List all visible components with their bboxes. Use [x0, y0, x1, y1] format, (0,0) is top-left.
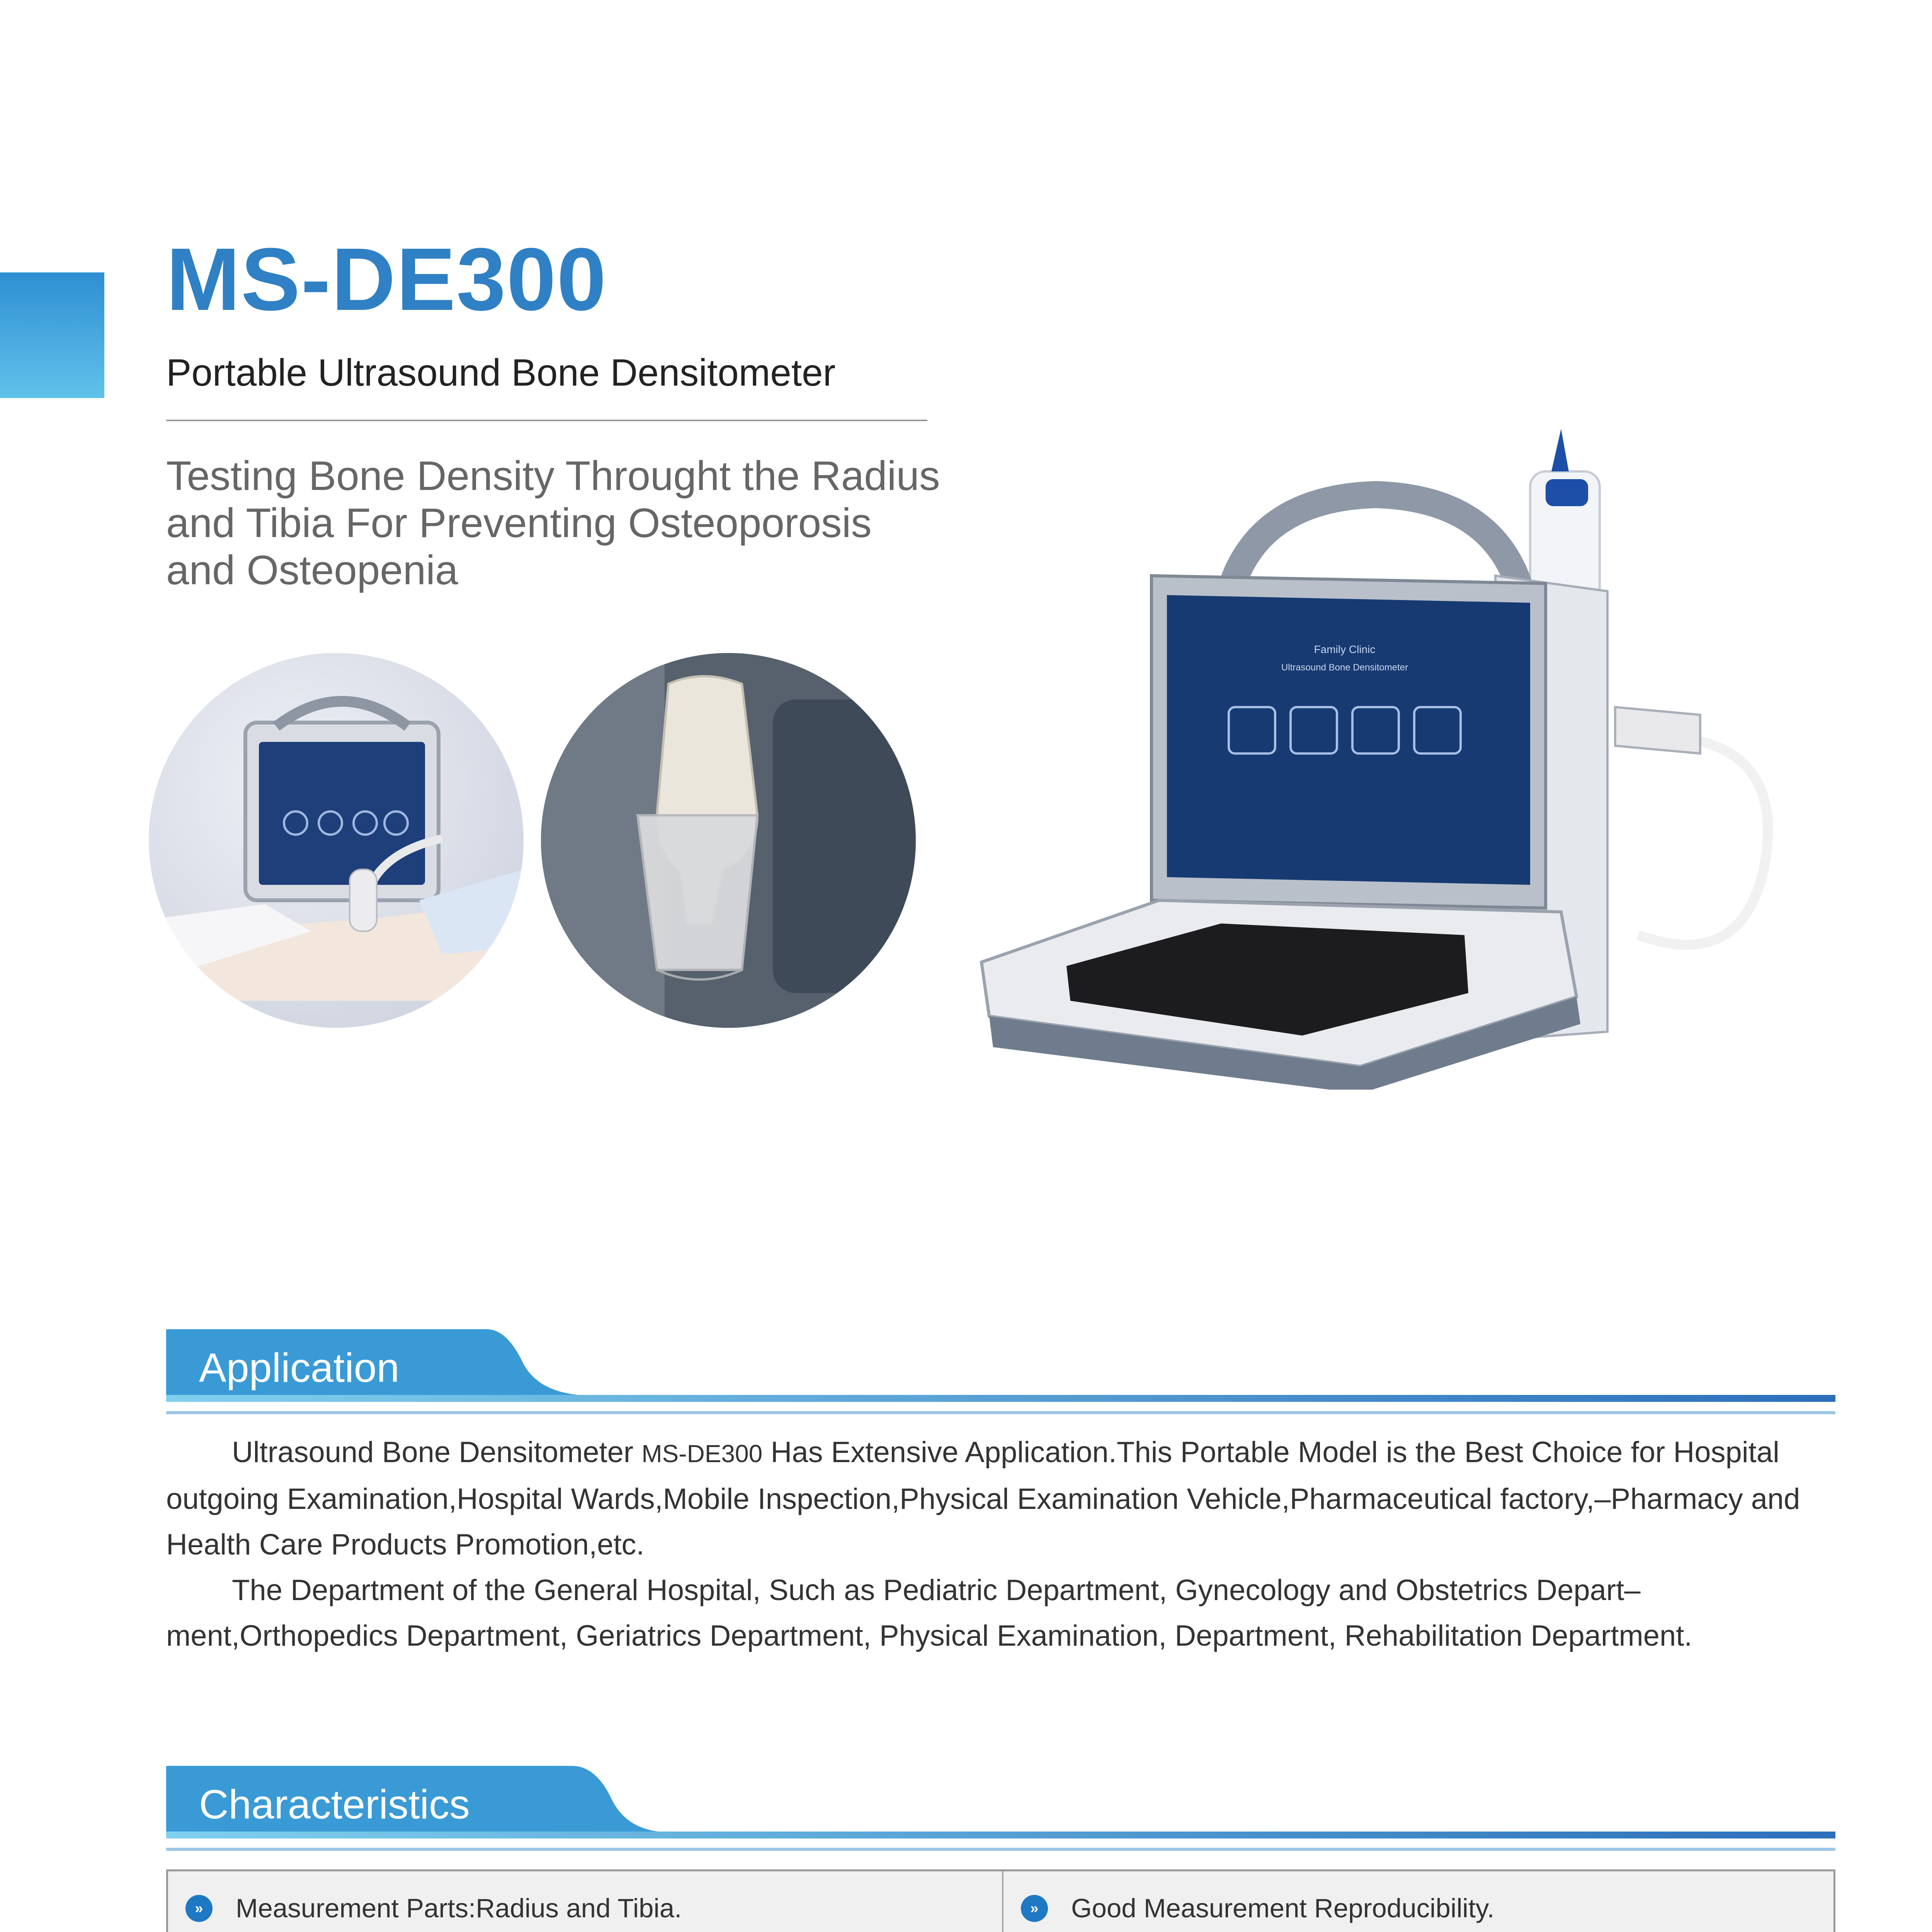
- characteristic-text: Measurement Parts:Radius and Tibia.: [236, 1893, 682, 1923]
- bullet-icon: »: [1021, 1895, 1048, 1922]
- application-paragraph: The Department of the General Hospital, Such as Pediatric Department, Gynecology and Obstetrics Depart–ment,Orthopedics Department, Geriatrics Department, Physical Examination, Department, Rehabilitation Department.: [166, 1574, 1692, 1652]
- application-paragraph: [166, 1430, 1835, 1568]
- application-header-line: [166, 1411, 1835, 1414]
- header-divider: [166, 420, 927, 421]
- application-text: Has Extensive Application.This Portable Model is the Best Choice for Hospital outgoing Examination,Hospital Wards,Mobile Inspection,Physical Examination Vehicle,Pharmaceutical factory,–Pharmacy and Health Care Products Promotion,etc.: [166, 1436, 1800, 1561]
- application-text: Ultrasound Bone Densitometer: [232, 1436, 642, 1469]
- device-clinic-name: Family Clinic: [1314, 643, 1376, 655]
- application-body: [166, 1430, 1835, 1659]
- table-row: [1003, 1871, 1833, 1932]
- tagline: [166, 452, 1016, 594]
- application-header-band: [166, 1395, 1835, 1402]
- probe-photo: [541, 653, 916, 1028]
- characteristics-header-band: [166, 1832, 1835, 1838]
- tagline-line: and Osteopenia: [166, 547, 458, 593]
- application-section-header: [166, 1329, 1835, 1403]
- product-subtitle: Portable Ultrasound Bone Densitometer: [166, 351, 836, 394]
- application-model: MS-DE300: [641, 1440, 763, 1468]
- characteristics-table: [166, 1869, 1835, 1932]
- usage-photo: [149, 653, 524, 1028]
- characteristics-heading: Characteristics: [199, 1782, 470, 1827]
- application-heading: Application: [199, 1345, 400, 1391]
- characteristics-section-header: [166, 1766, 1835, 1839]
- device-illustration: [943, 413, 1816, 1090]
- side-accent-tab: [0, 272, 104, 398]
- device-app-title: Ultrasound Bone Densitometer: [1281, 662, 1408, 673]
- tagline-line: Testing Bone Density Throught the Radius: [166, 452, 940, 499]
- table-row: [168, 1871, 1002, 1932]
- characteristics-header-line: [166, 1848, 1835, 1851]
- bullet-icon: »: [185, 1895, 213, 1922]
- tagline-line: and Tibia For Preventing Osteoporosis: [166, 500, 872, 546]
- model-title: MS-DE300: [166, 230, 607, 329]
- characteristic-text: Good Measurement Reproducibility.: [1071, 1893, 1495, 1923]
